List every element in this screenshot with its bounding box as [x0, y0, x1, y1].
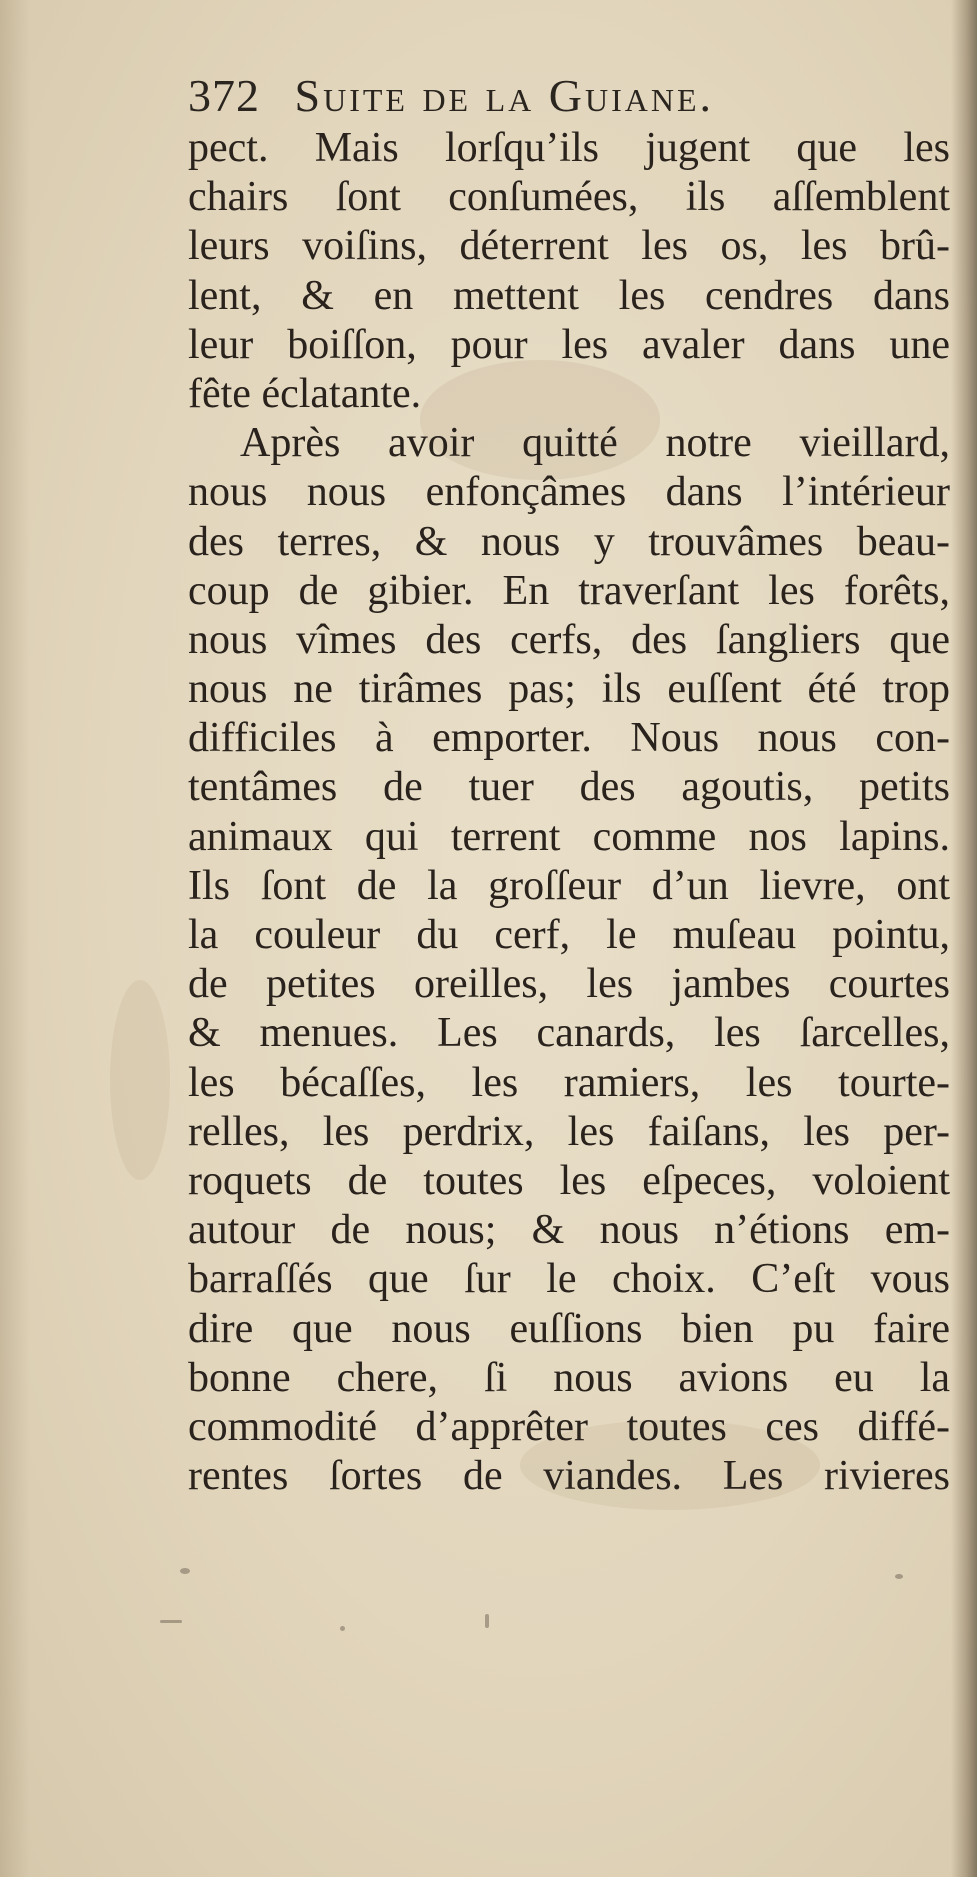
text-line: chairs ſont conſumées, ils aſſemblent: [188, 174, 950, 221]
text-line: roquets de toutes les eſpeces, voloient: [188, 1157, 950, 1204]
text-line: dire que nous euſſions bien pu faire: [188, 1305, 950, 1352]
text-line: animaux qui terrent comme nos lapins.: [188, 813, 950, 860]
text-line: fête éclatante.: [188, 370, 422, 417]
text-line: difficiles à emporter. Nous nous con-: [188, 715, 950, 762]
ink-speck: [160, 1620, 182, 1623]
ink-speck: [340, 1626, 345, 1631]
ink-speck: [485, 1614, 489, 1628]
paper-stain: [110, 980, 170, 1180]
text-line: nous vîmes des cerfs, des ſangliers que: [188, 616, 950, 663]
text-line: pect. Mais lorſqu’ils jugent que les: [188, 125, 950, 171]
text-line: & menues. Les canards, les ſarcelles,: [188, 1010, 950, 1057]
running-title: Suite de la Guiane.: [294, 70, 715, 121]
text-line: les bécaſſes, les ramiers, les tourte-: [188, 1059, 950, 1106]
body-text: [188, 124, 950, 1501]
show-through-marks: [150, 1548, 910, 1628]
text-line: des terres, & nous y trouvâmes beau-: [188, 518, 950, 565]
text-line: leur boiſſon, pour les avaler dans une: [188, 321, 950, 368]
text-line: autour de nous; & nous n’étions em-: [188, 1207, 950, 1254]
text-line: Ils ſont de la groſſeur d’un lievre, ont: [188, 862, 950, 909]
text-line: tentâmes de tuer des agoutis, petits: [188, 764, 950, 811]
text-line: coup de gibier. En traverſant les forêts,: [188, 567, 950, 614]
text-line: rentes ſortes de viandes. Les rivieres: [188, 1453, 950, 1500]
text-line: nous nous enfonçâmes dans l’intérieur: [188, 469, 950, 516]
text-line: de petites oreilles, les jambes courtes: [188, 961, 950, 1008]
text-line: relles, les perdrix, les faiſans, les per-: [188, 1108, 950, 1155]
text-line: la couleur du cerf, le muſeau pointu,: [188, 912, 950, 958]
text-line: commodité d’apprêter toutes ces diffé-: [188, 1403, 950, 1450]
page-header: [188, 70, 908, 122]
text-line: bonne chere, ſi nous avions eu la: [188, 1354, 950, 1401]
page-gutter-shadow: [951, 0, 977, 1877]
text-line: nous ne tirâmes pas; ils euſſent été trop: [188, 666, 950, 713]
text-line: barraſſés que ſur le choix. C’eſt vous: [188, 1256, 950, 1303]
page-left-edge-shading: [0, 0, 30, 1877]
paragraph-first-line: Après avoir quitté notre vieillard,: [240, 420, 950, 467]
text-line: lent, & en mettent les cendres dans: [188, 272, 950, 319]
ink-speck: [895, 1574, 903, 1579]
ink-speck: [180, 1568, 190, 1574]
page-number: 372: [188, 70, 260, 121]
text-line: leurs voiſins, déterrent les os, les brû-: [188, 223, 950, 270]
